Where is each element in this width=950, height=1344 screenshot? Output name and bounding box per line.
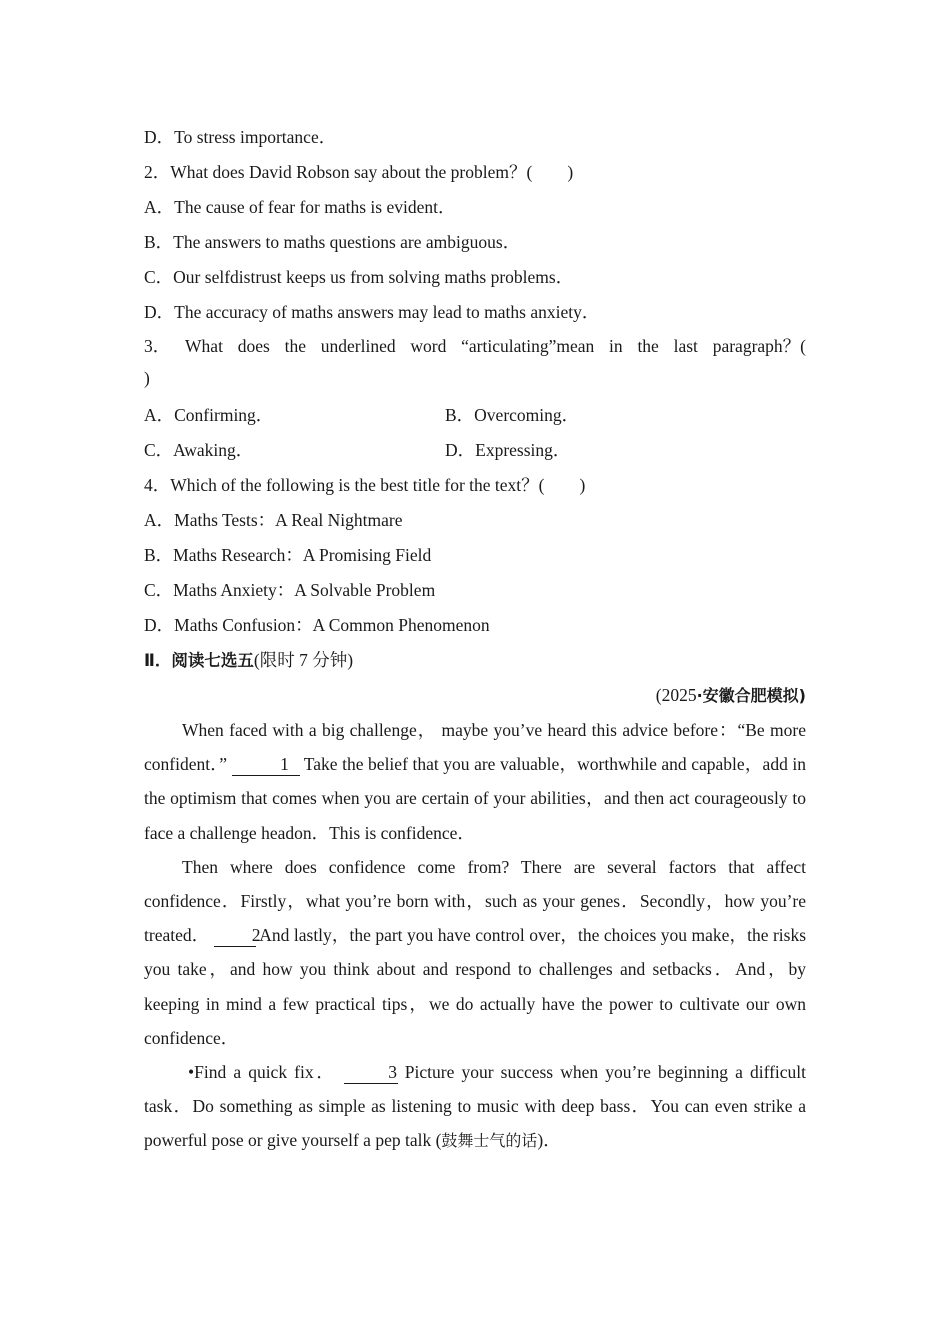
q3-stem-word: the [637, 336, 659, 356]
paragraph-text: When faced with a big challenge， maybe you’ve heard this advice before：“Be more confident．” [144, 720, 806, 775]
source-year: (2025 [655, 685, 697, 705]
q3-stem-word: paragraph？( [712, 336, 806, 356]
q3-stem-word: 3． [144, 336, 171, 356]
q3-option-c: C．Awaking． [144, 440, 254, 460]
q4-stem: 4．Which of the following is the best title for the text？( ) [144, 475, 586, 495]
q4-option-a: A．Maths Tests：A Real Nightmare [144, 510, 403, 530]
q3-option-a: A．Confirming． [144, 405, 274, 425]
q4-option-b: B．Maths Research：A Promising Field [144, 545, 432, 565]
q3-stem-end: ) [144, 368, 150, 388]
q2-option-c: C．Our selfdistrust keeps us from solving maths problems． [144, 267, 574, 287]
paragraph-text: Then where does confidence come from? There are several factors that affect confidence．Firstly，what you’re born with，such as your genes．Secondly，how you’re treated． [144, 856, 806, 946]
q3-options-row-1 [144, 398, 806, 433]
answer-blank-3[interactable]: 3 [344, 1062, 398, 1084]
section-time-limit: (限时 7 分钟) [253, 650, 354, 670]
q3-stem-word: last [673, 336, 698, 356]
passage-paragraph-2 [144, 850, 806, 1055]
paragraph-text: Take the belief that you are valuable，worthwhile and capable，add in the optimism that comes when you are certain of your abilities，and then act courageously to face a challenge headon．This is confidence． [144, 754, 806, 843]
answer-blank-2[interactable]: 2 [214, 925, 256, 947]
q4-option-c: C．Maths Anxiety：A Solvable Problem [144, 580, 436, 600]
paragraph-text: And lastly，the part you have control over，the choices you make，the risks you take，and how you think about and respond to challenges and setbacks．And，by keeping in mind a few practical tips，we do actually have the power to cultivate our own confidence． [144, 925, 807, 1048]
q3-stem-word: “articulating”mean [461, 336, 595, 356]
q3-stem-word: does [237, 336, 270, 356]
answer-blank-1[interactable]: 1 [232, 754, 300, 776]
section-heading [144, 643, 806, 678]
source-place: ·安徽合肥模拟) [696, 686, 806, 705]
q3-stem [144, 330, 806, 363]
q3-option-b: B．Overcoming． [445, 405, 580, 425]
q2-option-d: D．The accuracy of maths answers may lead to maths anxiety． [144, 302, 600, 322]
q3-stem-word: the [284, 336, 306, 356]
q3-stem-word: What [185, 336, 223, 356]
q1-option-d: D．To stress importance． [144, 127, 337, 147]
paragraph-text: Picture your success when you’re beginning a difficult task．Do something as simple as listening to music with deep bass．You can even strike a powerful pose or give yourself a pep talk ( [144, 1062, 807, 1151]
source-label [144, 678, 806, 713]
q2-option-b: B．The answers to maths questions are ambiguous． [144, 232, 521, 252]
q3-options-row-2 [144, 433, 806, 468]
passage-paragraph-1 [144, 713, 806, 850]
q2-option-a: A．The cause of fear for maths is evident． [144, 197, 456, 217]
q3-stem-word: word [410, 336, 447, 356]
q3-stem-word: in [609, 336, 623, 356]
section-title: Ⅱ．阅读七选五 [144, 651, 254, 670]
chinese-gloss: 鼓舞士气的话 [441, 1131, 538, 1151]
document-content [144, 120, 806, 1159]
q2-stem: 2．What does David Robson say about the problem？( ) [144, 162, 574, 182]
paragraph-text-end: )． [537, 1130, 561, 1151]
q4-option-d: D．Maths Confusion：A Common Phenomenon [144, 615, 490, 635]
paragraph-text: •Find a quick fix． [188, 1062, 337, 1083]
q3-option-d: D．Expressing． [445, 440, 571, 460]
passage-paragraph-3 [144, 1055, 806, 1159]
q3-stem-word: underlined [320, 336, 396, 356]
